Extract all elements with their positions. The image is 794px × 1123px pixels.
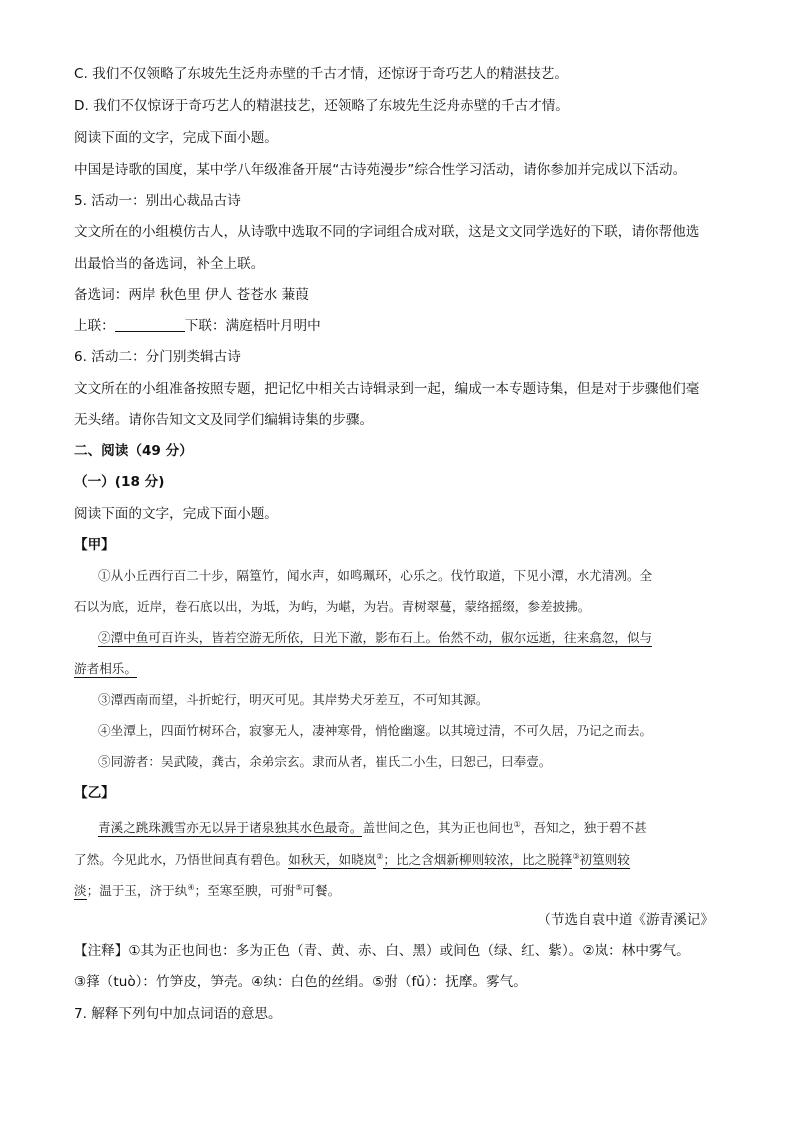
question-6-text-1: 文文所在的小组准备按照专题，把记忆中相关古诗辑录到一起，编成一本专题诗集，但是对于步骤他们毫 <box>74 381 700 397</box>
answer-blank[interactable] <box>115 317 185 332</box>
jia-paragraph-1a: ①从小丘西行百二十步，隔篁竹，闻水声，如鸣珮环，心乐之。伐竹取道，下见小潭，水尤清冽。全 <box>98 568 653 583</box>
question-6-text-2: 无头绪。请你告知文文及同学们编辑诗集的步骤。 <box>74 412 374 428</box>
footnote-marker-1: ① <box>513 820 521 829</box>
yi-text: 盖世间之色，其为正也间也 <box>362 820 514 835</box>
jia-paragraph-2a-underlined: ②潭中鱼可百许头，皆若空游无所依，日光下澈，影布石上。佁然不动，俶尔远逝，往来翕忽，似与 <box>98 630 653 645</box>
yi-underlined-sentence-2: 如秋天，如晓岚 <box>288 852 377 867</box>
footnote-marker-4: ④ <box>187 883 195 892</box>
question-5-text-1: 文文所在的小组模仿古人，从诗歌中选取不同的字词组合成对联，这是文文同学选好的下联，请你帮他选 <box>74 224 700 240</box>
jia-paragraph-2b <box>74 659 137 679</box>
annotation-line-2: ③箨（tuò）：竹笋皮，笋壳。④纨：白色的丝绢。⑤弣（fǔ）：抚摩。雾气。 <box>74 974 527 990</box>
option-d: D. 我们不仅惊讶于奇巧艺人的精湛技艺，还领略了东坡先生泛舟赤壁的千古才情。 <box>74 98 569 114</box>
passage-yi-label: 【乙】 <box>74 785 115 801</box>
question-5-title: 5. 活动一：别出心裁品古诗 <box>74 193 241 209</box>
yi-line-3 <box>74 878 340 901</box>
yi-text: ；至寒至腴，可弣 <box>194 883 296 898</box>
upper-couplet-label: 上联： <box>74 318 115 334</box>
yi-line-2 <box>74 847 630 870</box>
question-7-title: 7. 解释下列句中加点词语的意思。 <box>74 1006 282 1022</box>
reading-instruction-2: 阅读下面的文字，完成下面小题。 <box>74 506 278 522</box>
yi-text: ，吾知之，独于碧不甚 <box>520 820 647 835</box>
option-c: C. 我们不仅领略了东坡先生泛舟赤壁的千古才情，还惊讶于奇巧艺人的精湛技艺。 <box>74 66 568 82</box>
footnote-marker-2: ② <box>376 852 384 861</box>
section-2-heading: 二、阅读（49 分） <box>74 443 193 459</box>
yi-text: ；温于玉，济于纨 <box>86 883 188 898</box>
jia-paragraph-1b: 石以为底，近岸，卷石底以出，为坻，为屿，为嵁，为岩。青树翠蔓，蒙络摇缀，参差披拂。 <box>74 599 591 614</box>
footnote-marker-5: ⑤ <box>295 883 303 892</box>
yi-text: 可餐。 <box>302 883 341 898</box>
subsection-1-heading: （一）(18 分) <box>74 474 165 490</box>
yi-underlined-sentence-2c: 初篁则较 <box>579 852 630 867</box>
source-citation: （节选自袁中道《游青溪记》 <box>537 912 714 928</box>
candidate-words: 备选词：两岸 秋色里 伊人 苍苍水 蒹葭 <box>74 287 309 303</box>
jia-paragraph-3: ③潭西南而望，斗折蛇行，明灭可见。其岸势犬牙差互，不可知其源。 <box>98 692 489 707</box>
yi-underlined-sentence-1: 青溪之跳珠溅雪亦无以异于诸泉独其水色最奇。 <box>98 820 363 835</box>
reading-instruction: 阅读下面的文字，完成下面小题。 <box>74 130 278 146</box>
couplet-line <box>74 316 321 336</box>
yi-text: 了然。今见此水，乃悟世间真有碧色。 <box>74 852 289 867</box>
question-5-text-2: 出最恰当的备选词，补全上联。 <box>74 256 265 272</box>
lower-couplet: 下联：满庭梧叶月明中 <box>184 318 321 334</box>
activity-intro: 中国是诗歌的国度，某中学八年级准备开展“古诗苑漫步”综合性学习活动，请你参加并完成以下活动。 <box>74 162 687 178</box>
jia-paragraph-4: ④坐潭上，四面竹树环合，寂寥无人，凄神寒骨，悄怆幽邃。以其境过清，不可久居，乃记之而去。 <box>98 723 653 738</box>
footnote-marker-3: ③ <box>572 852 580 861</box>
jia-paragraph-2a <box>98 628 652 648</box>
yi-underlined-word: 淡 <box>74 883 87 898</box>
jia-paragraph-5: ⑤同游者：吴武陵，龚古，余弟宗玄。隶而从者，崔氏二小生，曰恕己，曰奉壹。 <box>98 754 552 769</box>
yi-line-1 <box>98 815 647 838</box>
yi-underlined-sentence-2b: ；比之含烟新柳则较浓，比之脱箨 <box>383 852 573 867</box>
annotation-line-1: 【注释】①其为正也间也：多为正色（青、黄、赤、白、黑）或间色（绿、红、紫）。②岚：林中雾气。 <box>74 943 690 959</box>
jia-paragraph-2b-underlined: 游者相乐。 <box>74 661 137 676</box>
question-6-title: 6. 活动二：分门别类辑古诗 <box>74 349 241 365</box>
passage-jia-label: 【甲】 <box>74 537 115 553</box>
